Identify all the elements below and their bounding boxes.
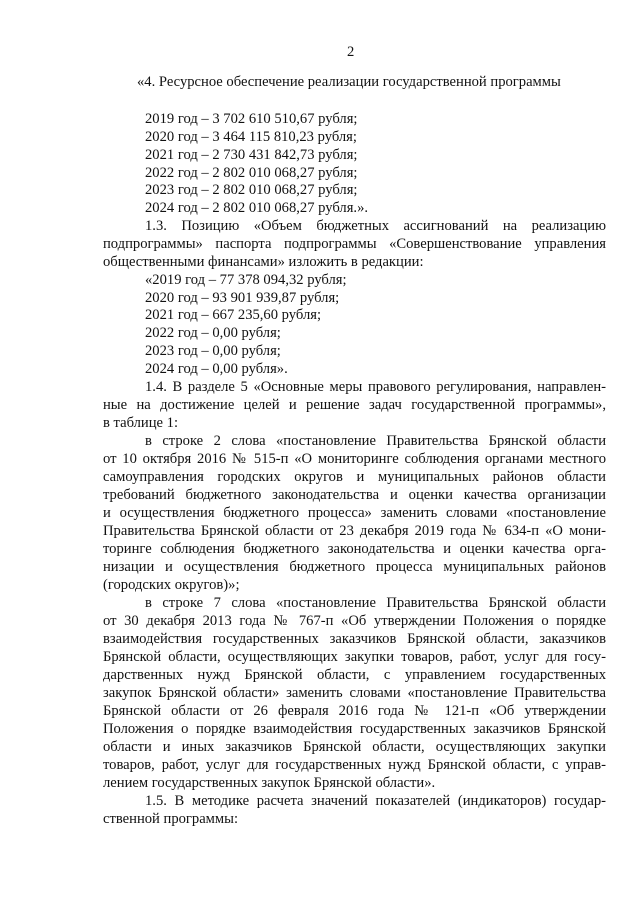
text-line: самоуправления городских округов и муниципальных районов области: [103, 469, 606, 485]
text-line: 2022 год – 0,00 рубля;: [145, 325, 281, 341]
text-line: 2022 год – 2 802 010 068,27 рубля;: [145, 165, 358, 181]
text-line: 1.3. Позицию «Объем бюджетных ассигнований на реализацию: [145, 218, 606, 234]
text-line: низации и осуществления бюджетного процесса муниципальных районов: [103, 559, 606, 575]
text-line: Брянской области от 26 февраля 2016 года № 121-п «Об утверждении: [103, 703, 606, 719]
text-line: 2024 год – 2 802 010 068,27 рубля.».: [145, 200, 369, 216]
text-line: общественными финансами» изложить в редакции:: [103, 254, 424, 270]
text-line: лением государственных закупок Брянской области».: [103, 775, 436, 791]
text-line: и осуществления бюджетного процесса» заменить словами «постановление: [103, 505, 606, 521]
page-number: 2: [347, 44, 355, 60]
text-line: взаимодействия государственных заказчиков Брянской области, заказчиков: [103, 631, 606, 647]
text-line: ные на достижение целей и решение задач государственной программы»,: [103, 397, 606, 413]
text-line: 2023 год – 0,00 рубля;: [145, 343, 281, 359]
text-line: 2024 год – 0,00 рубля».: [145, 361, 288, 377]
text-line: Правительства Брянской области от 23 декабря 2019 года № 634-п «О мони-: [103, 523, 606, 539]
text-line: 1.4. В разделе 5 «Основные меры правового регулирования, направлен-: [145, 379, 606, 395]
text-line: «2019 год – 77 378 094,32 рубля;: [145, 272, 347, 288]
text-line: дарственных нужд Брянской области, с управлением государственных: [103, 667, 606, 683]
text-line: (городских округов)»;: [103, 577, 240, 593]
text-line: в строке 7 слова «постановление Правительства Брянской области: [145, 595, 606, 611]
text-line: Положения о порядке взаимодействия государственных заказчиков Брянской: [103, 721, 606, 737]
text-line: 2021 год – 667 235,60 рубля;: [145, 307, 321, 323]
text-line: в таблице 1:: [103, 415, 179, 431]
text-line: Брянской области, осуществляющих закупки товаров, работ, услуг для госу-: [103, 649, 606, 665]
text-line: ственной программы:: [103, 811, 239, 827]
text-line: от 30 декабря 2013 года № 767-п «Об утверждении Положения о порядке: [103, 613, 606, 629]
text-line: подпрограммы» паспорта подпрограммы «Совершенствование управления: [103, 236, 606, 252]
text-line: требований бюджетного законодательства и оценки качества организации: [103, 487, 606, 503]
text-line: 2020 год – 93 901 939,87 рубля;: [145, 290, 340, 306]
text-line: 2021 год – 2 730 431 842,73 рубля;: [145, 147, 358, 163]
text-line: области и иных заказчиков Брянской области, осуществляющих закупки: [103, 739, 606, 755]
text-line: закупок Брянской области» заменить словами «постановление Правительства: [103, 685, 606, 701]
text-line: товаров, работ, услуг для государственных нужд Брянской области, с управ-: [103, 757, 606, 773]
text-line: 2020 год – 3 464 115 810,23 рубля;: [145, 129, 357, 145]
section-heading: «4. Ресурсное обеспечение реализации государственной программы: [137, 74, 561, 90]
text-line: торинге соблюдения бюджетного законодательства и оценки качества орга-: [103, 541, 606, 557]
text-line: 1.5. В методике расчета значений показателей (индикаторов) государ-: [145, 793, 606, 809]
text-line: в строке 2 слова «постановление Правительства Брянской области: [145, 433, 606, 449]
text-line: 2023 год – 2 802 010 068,27 рубля;: [145, 182, 358, 198]
text-line: 2019 год – 3 702 610 510,67 рубля;: [145, 111, 358, 127]
text-line: от 10 октября 2016 № 515-п «О мониторинге соблюдения органами местного: [103, 451, 606, 467]
